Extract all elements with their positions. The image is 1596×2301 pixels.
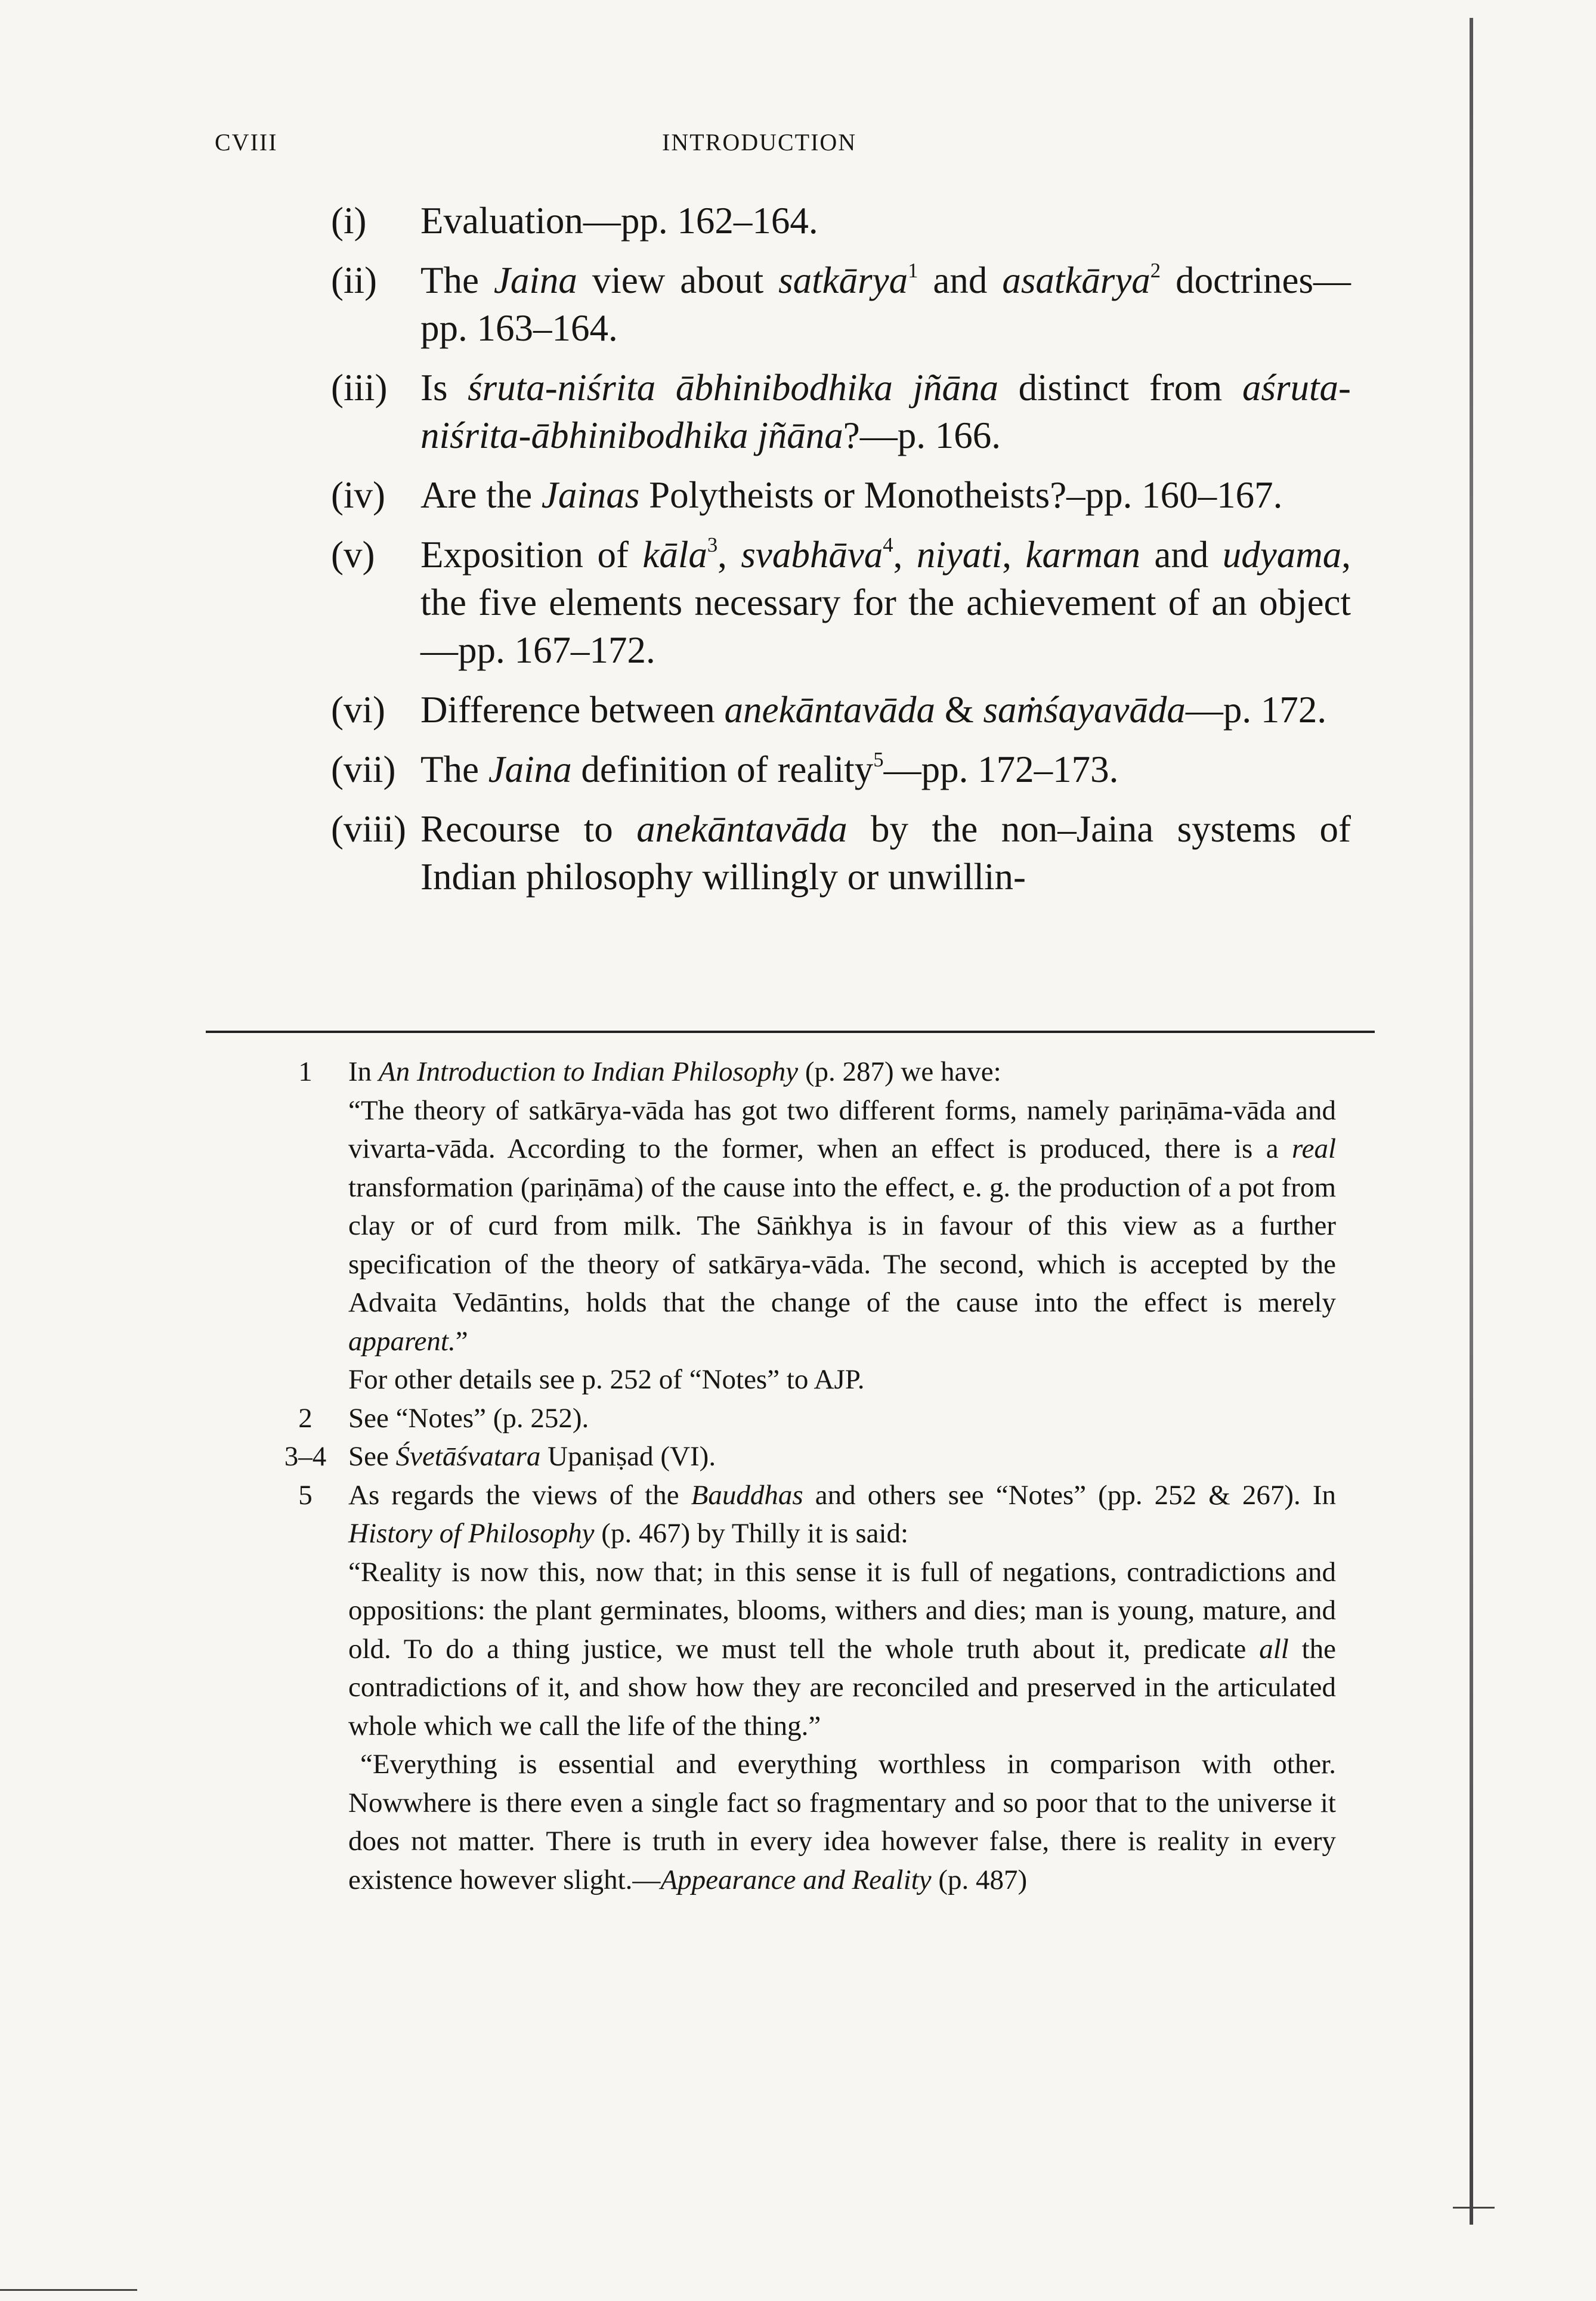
text-run: Evaluation—pp. 162–164. [420, 200, 818, 242]
text-run: , [893, 534, 917, 576]
footnote [262, 1437, 1336, 1476]
item-number: (iv) [331, 474, 385, 516]
text-run: “The theory of satkārya-vāda has got two different forms, namely pariṇāma-vāda and vivarta-vāda. According to the former, when an effect is produced, there is a [348, 1094, 1336, 1164]
text-run: For other details see p. 252 of “Notes” to AJP. [348, 1364, 865, 1395]
item-text [420, 805, 1351, 901]
footnote [262, 1399, 1336, 1438]
italic-term: Jaina [493, 259, 577, 301]
footnote-ref: 5 [873, 749, 884, 772]
scan-page-edge [1470, 18, 1473, 2225]
text-run: the contradictions of it, and show how they are reconciled and preserved in the articulated whole which we call the life of the thing.” [348, 1633, 1337, 1742]
footnote-paragraph [348, 1360, 1336, 1399]
footnote-number: 1 [298, 1056, 313, 1087]
footnote-number: 2 [298, 1402, 313, 1434]
list-item [331, 256, 1351, 352]
item-text [420, 746, 1351, 793]
text-run: , the five elements necessary for the achievement of an object—pp. 167–172. [420, 534, 1351, 671]
italic-term: Bauddhas [691, 1479, 803, 1511]
text-run: , [717, 534, 741, 576]
footnote [262, 1053, 1336, 1399]
text-run: Difference between [420, 689, 725, 731]
italic-term: anekāntavāda [724, 689, 935, 731]
italic-term: Appearance and Reality [660, 1864, 932, 1895]
text-run: definition of reality [571, 749, 874, 790]
text-run: and others see “Notes” (pp. 252 & 267). In [803, 1479, 1336, 1511]
footnote-paragraph [348, 1476, 1336, 1553]
text-run: See [348, 1441, 396, 1472]
text-run: The [420, 749, 488, 790]
italic-term: satkārya [778, 259, 908, 301]
item-number: (vii) [331, 749, 396, 790]
running-title: INTRODUCTION [662, 129, 857, 156]
text-run: (p. 287) we have: [798, 1056, 1001, 1087]
text-run: Recourse to [420, 808, 637, 850]
footnote-ref: 2 [1150, 259, 1161, 283]
text-run: In [348, 1056, 379, 1087]
text-run: (p. 467) by Thilly it is said: [594, 1518, 909, 1549]
footnote-ref: 3 [707, 534, 718, 557]
italic-term: niyati [916, 534, 1003, 576]
text-run: distinct from [998, 367, 1242, 409]
footnotes [262, 1053, 1336, 1899]
footnote-text [348, 1399, 1336, 1438]
scan-edge-mark [1453, 2207, 1495, 2209]
footnote-paragraph [348, 1399, 1336, 1438]
list-item [331, 471, 1351, 519]
text-run: and [918, 259, 1003, 301]
italic-term: all [1259, 1633, 1289, 1665]
text-run: ?—p. 166. [843, 415, 1001, 456]
text-run: & [935, 689, 983, 731]
italic-term: anekāntavāda [636, 808, 848, 850]
item-text [420, 197, 1351, 245]
item-number: (iii) [331, 367, 388, 409]
footnote-paragraph [348, 1091, 1336, 1361]
text-run: transformation (pariṇāma) of the cause into the effect, e. g. the production of a pot from clay or of curd from milk. The Sāṅkhya is in favour of this view as a further specification of the theory of satkārya-vāda. The second, which is accepted by the Advaita Vedāntins, holds that the change of the cause into the effect is merely [348, 1171, 1336, 1318]
italic-term: svabhāva [741, 534, 883, 576]
footnote-text [348, 1053, 1336, 1399]
italic-term: An Introduction to Indian Philosophy [378, 1056, 799, 1087]
italic-term: Jainas [541, 474, 640, 516]
text-run: doctrines—pp. 163–164. [420, 259, 1351, 349]
item-number: (viii) [331, 808, 406, 850]
scan-bottom-mark [0, 2289, 137, 2291]
item-number: (ii) [331, 259, 377, 301]
footnote-text [348, 1476, 1336, 1900]
text-run: —pp. 172–173. [883, 749, 1119, 790]
text-run: “Reality is now this, now that; in this sense it is full of negations, contradictions and oppositions: the plant germinates, blooms, withers and dies; man is young, mature, and old. To do a thing justice, we must tell the whole truth about it, predicate [348, 1556, 1336, 1665]
footnote [262, 1476, 1336, 1900]
italic-term: śruta-niśrita ābhinibodhika jñāna [468, 367, 999, 409]
italic-term: History of Philosophy [348, 1518, 595, 1549]
text-run: —p. 172. [1185, 689, 1327, 731]
text-run: Polytheists or Monotheists?–pp. 160–167. [639, 474, 1283, 516]
text-run: See “Notes” (p. 252). [348, 1402, 589, 1434]
text-run: The [420, 259, 494, 301]
footnote-paragraph [348, 1553, 1336, 1746]
item-text [420, 471, 1351, 519]
item-number: (vi) [331, 689, 385, 731]
text-run: (p. 487) [931, 1864, 1028, 1895]
italic-term: apparent. [348, 1325, 456, 1357]
italic-term: asatkārya [1002, 259, 1150, 301]
footnote-number: 3–4 [284, 1441, 327, 1472]
text-run: “Everything is essential and everything worthless in comparison with other. Nowwhere is there even a single fact so fragmentary and so poor that to the universe it does not matter. There is truth in every idea however false, there is reality in every existence however slight.— [348, 1749, 1336, 1895]
text-run: Exposition of [420, 534, 643, 576]
text-run: and [1140, 534, 1223, 576]
text-run: As regards the views of the [348, 1479, 691, 1511]
item-number: (i) [331, 200, 367, 242]
footnote-text [348, 1437, 1336, 1476]
text-run: , [1002, 534, 1026, 576]
text-run: by the non–Jaina systems of Indian philosophy willingly or unwillin- [420, 808, 1351, 898]
italic-term: Śvetāśvatara [395, 1441, 541, 1472]
text-run: view about [577, 259, 779, 301]
item-text [420, 364, 1351, 459]
italic-term: saṁśayavāda [983, 689, 1186, 731]
footnote-number: 5 [298, 1479, 313, 1511]
list-item [331, 805, 1351, 901]
text-run: Upaniṣad (VI). [540, 1441, 716, 1472]
footnote-ref: 4 [883, 534, 893, 557]
list-item [331, 197, 1351, 245]
italic-term: udyama [1222, 534, 1342, 576]
item-number: (v) [331, 534, 375, 576]
page-number: CVIII [215, 129, 278, 156]
footnote-paragraph [348, 1053, 1336, 1091]
list-item [331, 531, 1351, 674]
item-text [420, 531, 1351, 674]
footnote-paragraph [348, 1745, 1336, 1899]
footnote-paragraph [348, 1437, 1336, 1476]
footnote-divider [206, 1031, 1375, 1033]
footnote-ref: 1 [908, 259, 918, 283]
item-text [420, 256, 1351, 352]
text-run: Is [420, 367, 468, 409]
list-item [331, 686, 1351, 734]
italic-term: kāla [642, 534, 707, 576]
list-item [331, 746, 1351, 793]
text-run: ” [455, 1325, 468, 1357]
italic-term: real [1292, 1133, 1336, 1164]
text-run: Are the [420, 474, 542, 516]
italic-term: Jaina [488, 749, 572, 790]
italic-term: karman [1025, 534, 1140, 576]
list-item [331, 364, 1351, 459]
italic-term: aśruta-niśrita-ābhinibodhika jñāna [420, 367, 1351, 456]
topic-list [331, 197, 1351, 913]
item-text [420, 686, 1351, 734]
